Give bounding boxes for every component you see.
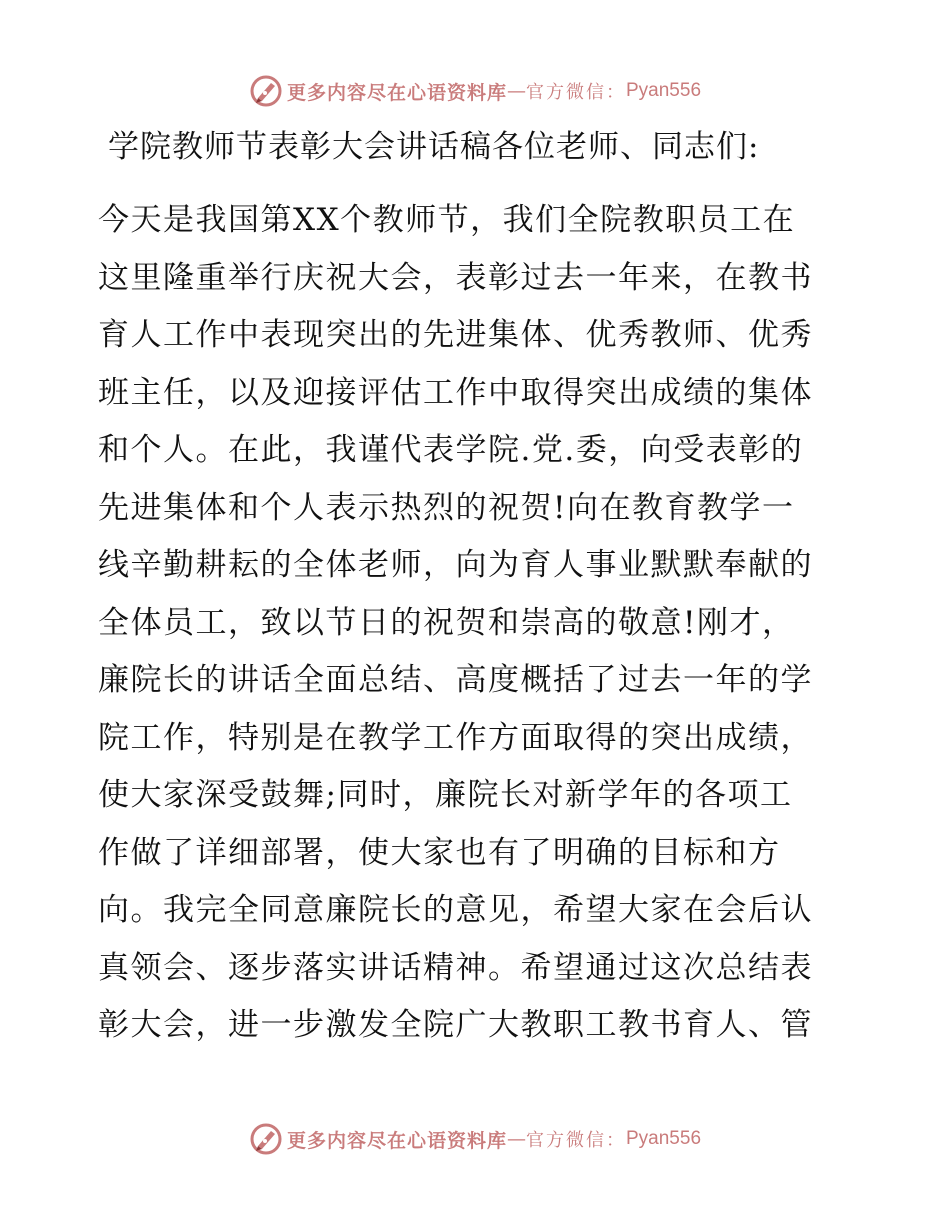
body-line: 院工作，特别是在教学工作方面取得的突出成绩， (98, 719, 813, 756)
body-line: 育人工作中表现突出的先进集体、优秀教师、优秀 (98, 317, 813, 353)
body-line: 先进集体和个人表示热烈的祝贺!向在教育教学一 (98, 489, 795, 526)
body-line: 班主任，以及迎接评估工作中取得突出成绩的集体 (98, 374, 813, 411)
pen-logo-icon (249, 74, 283, 108)
header-account: Pyan556 (626, 80, 702, 101)
header-dash: — (507, 80, 526, 102)
body-line: 这里隆重举行庆祝大会，表彰过去一年来，在教书 (98, 259, 813, 296)
body-line: 全体员工，致以节日的祝贺和崇高的敬意!刚才， (98, 604, 795, 641)
footer-dash: — (507, 1128, 526, 1150)
header-label: 官方微信： (526, 82, 626, 103)
body-line: 真领会、逐步落实讲话精神。希望通过这次总结表 (98, 949, 813, 986)
document-title: 学院教师节表彰大会讲话稿各位老师、同志们: (108, 129, 760, 165)
body-line: 使大家深受鼓舞;同时，廉院长对新学年的各项工 (98, 777, 793, 813)
pen-logo-icon (249, 1122, 283, 1156)
footer-account: Pyan556 (626, 1128, 702, 1149)
footer-banner (0, 1119, 950, 1159)
body-line: 作做了详细部署，使大家也有了明确的目标和方 (98, 834, 781, 871)
footer-promo-text: 更多内容尽在心语资料库 (286, 1129, 507, 1152)
body-line: 线辛勤耕耘的全体老师，向为育人事业默默奉献的 (98, 547, 813, 583)
body-line: 今天是我国第XX个教师节，我们全院教职员工在 (98, 202, 796, 238)
body-line: 向。我完全同意廉院长的意见，希望大家在会后认 (98, 892, 813, 928)
body-line: 彰大会，进一步激发全院广大教职工教书育人、管 (98, 1007, 813, 1043)
header-promo-text: 更多内容尽在心语资料库 (286, 81, 507, 104)
document-body (98, 192, 858, 1055)
header-banner (0, 71, 950, 111)
body-line: 廉院长的讲话全面总结、高度概括了过去一年的学 (98, 662, 813, 698)
body-line: 和个人。在此，我谨代表学院.党.委，向受表彰的 (98, 432, 804, 468)
footer-label: 官方微信： (526, 1130, 626, 1151)
